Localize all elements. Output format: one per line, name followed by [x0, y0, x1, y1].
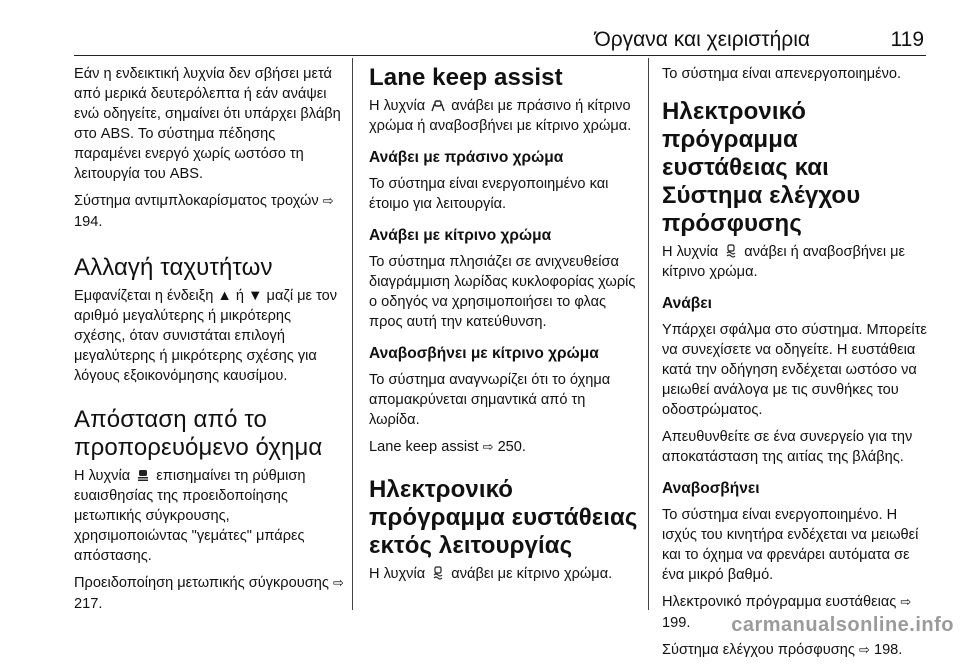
crossref-page[interactable]: 194.	[74, 214, 103, 230]
crossref-text: Lane keep assist	[369, 439, 479, 455]
arrow-ref-icon: ⇨	[482, 440, 494, 455]
arrow-ref-icon: ⇨	[858, 643, 870, 658]
flashing-paragraph: Το σύστημα αναγνωρίζει ότι το όχημα απομακρύνεται σημαντικά από τη λωρίδα.	[369, 372, 611, 428]
page-header	[0, 0, 960, 54]
esc-off-icon	[431, 566, 445, 580]
lane-text-b: ανάβει με πράσινο ή κίτρινο χρώμα ή αναβοσβήνει με κίτρινο χρώμα.	[369, 98, 632, 134]
heading-lights-up: Ανάβει	[662, 295, 712, 312]
crossref-text: Προειδοποίηση μετωπικής σύγκρουσης	[74, 575, 329, 591]
crossref-text: Ηλεκτρονικό πρόγραμμα ευστάθειας	[662, 594, 897, 610]
heading-lane-keep-assist: Lane keep assist	[369, 64, 563, 91]
workshop-paragraph: Απευθυνθείτε σε ένα συνεργείο για την αποκατάσταση της αιτίας της βλάβης.	[662, 429, 913, 465]
abs-paragraph: Εάν η ενδεικτική λυχνία δεν σβήσει μετά από μερικά δευτερόλεπτα ή εάν ανάψει ενώ οδηγείτε, σημαίνει ότι υπάρχει βλάβη στο ABS. Το σύστημα πέδησης παραμένει ενεργό χωρίς ωστόσο τη λειτουργία του ABS.	[74, 66, 341, 182]
heading-esc-off: Ηλεκτρονικό πρόγραμμα ευστάθειας εκτός λειτουργίας	[369, 476, 638, 559]
distance-text-a: Η λυχνία	[74, 468, 131, 484]
lights-up-paragraph: Υπάρχει σφάλμα στο σύστημα. Μπορείτε να συνεχίσετε να οδηγείτε. Η ευστάθεια κατά την οδήγηση ενδέχεται ωστόσο να μειωθεί ανάλογα με τις συνθήκες του οδοστρώματος.	[662, 322, 927, 418]
heading-flashing-yellow: Αναβοσβήνει με κίτρινο χρώμα	[369, 345, 599, 362]
page-number: 119	[890, 28, 924, 51]
arrow-ref-icon: ⇨	[332, 576, 344, 591]
esc-off-text-a: Η λυχνία	[369, 566, 426, 582]
distance-text-b: επισημαίνει τη ρύθμιση ευαισθησίας της προειδοποίησης μετωπικής σύγκρουσης, χρησιμοποιώντας "γεμάτες" μπάρες απόστασης.	[74, 468, 306, 564]
lane-keep-icon	[431, 98, 445, 112]
esc-text-b: ανάβει ή αναβοσβήνει με κίτρινο χρώμα.	[662, 244, 906, 280]
page-title: Όργανα και χειριστήρια	[594, 28, 810, 51]
column-2	[369, 64, 639, 591]
abs-crossref	[74, 191, 344, 232]
watermark: carmanualsonline.info	[731, 614, 954, 636]
column-divider-2	[648, 58, 649, 610]
heading-vehicle-distance: Απόσταση από το προπορευόμενο όχημα	[74, 406, 323, 461]
lane-text-a: Η λυχνία	[369, 98, 426, 114]
esc-off-paragraph	[369, 564, 639, 584]
crossref-page[interactable]: 217.	[74, 596, 103, 612]
heading-gear-shift: Αλλαγή ταχυτήτων	[74, 254, 273, 281]
header-divider	[74, 55, 926, 56]
esc-intro	[662, 242, 930, 282]
crossref-page[interactable]: 198.	[873, 642, 903, 658]
tc-crossref	[662, 640, 930, 661]
lane-crossref	[369, 437, 639, 458]
column-1	[74, 64, 344, 621]
collision-crossref	[74, 573, 344, 614]
column-divider-1	[352, 58, 353, 610]
lane-intro	[369, 96, 639, 136]
esc-off-text-b: ανάβει με κίτρινο χρώμα.	[451, 566, 613, 582]
heading-esc-tc: Ηλεκτρονικό πρόγραμμα ευστάθειας και Σύστημα ελέγχου πρόσφυσης	[662, 98, 861, 237]
yellow-paragraph: Το σύστημα πλησιάζει σε ανιχνευθείσα διαγράμμιση λωρίδας κυκλοφορίας χωρίς ο οδηγός να χρησιμοποιήσει το φλας προς αυτή την κατεύθυνση.	[369, 254, 636, 330]
esc-icon	[724, 244, 738, 258]
distance-paragraph	[74, 466, 344, 566]
column-3	[662, 64, 930, 668]
blinks-paragraph: Το σύστημα είναι ενεργοποιημένο. Η ισχύς του κινητήρα ενδέχεται να μειωθεί και το όχημα να φρενάρει αυτόματα σε ένα μικρό βαθμό.	[662, 507, 919, 583]
page-footer	[0, 612, 960, 642]
esc-text-a: Η λυχνία	[662, 244, 719, 260]
gear-paragraph: Εμφανίζεται η ένδειξη ▲ ή ▼ μαζί με τον αριθμό μεγαλύτερης ή μικρότερης σχέσης, όταν συνιστάται επιλογή μεγαλύτερης ή μικρότερης σχέσης για λόγους εξοικονόμησης καυσίμου.	[74, 288, 338, 384]
heading-green: Ανάβει με πράσινο χρώμα	[369, 149, 564, 166]
crossref-text: Σύστημα ελέγχου πρόσφυσης	[662, 642, 855, 658]
green-paragraph: Το σύστημα είναι ενεργοποιημένο και έτοιμο για λειτουργία.	[369, 176, 609, 212]
crossref-text: Σύστημα αντιμπλοκαρίσματος τροχών	[74, 193, 319, 209]
arrow-ref-icon: ⇨	[322, 194, 334, 209]
disabled-paragraph: Το σύστημα είναι απενεργοποιημένο.	[662, 66, 902, 82]
vehicle-ahead-icon	[136, 468, 150, 482]
crossref-page[interactable]: 199.	[662, 615, 691, 631]
heading-yellow: Ανάβει με κίτρινο χρώμα	[369, 227, 552, 244]
crossref-page[interactable]: 250.	[497, 439, 526, 455]
heading-blinks: Αναβοσβήνει	[662, 480, 760, 497]
arrow-ref-icon: ⇨	[900, 595, 912, 610]
